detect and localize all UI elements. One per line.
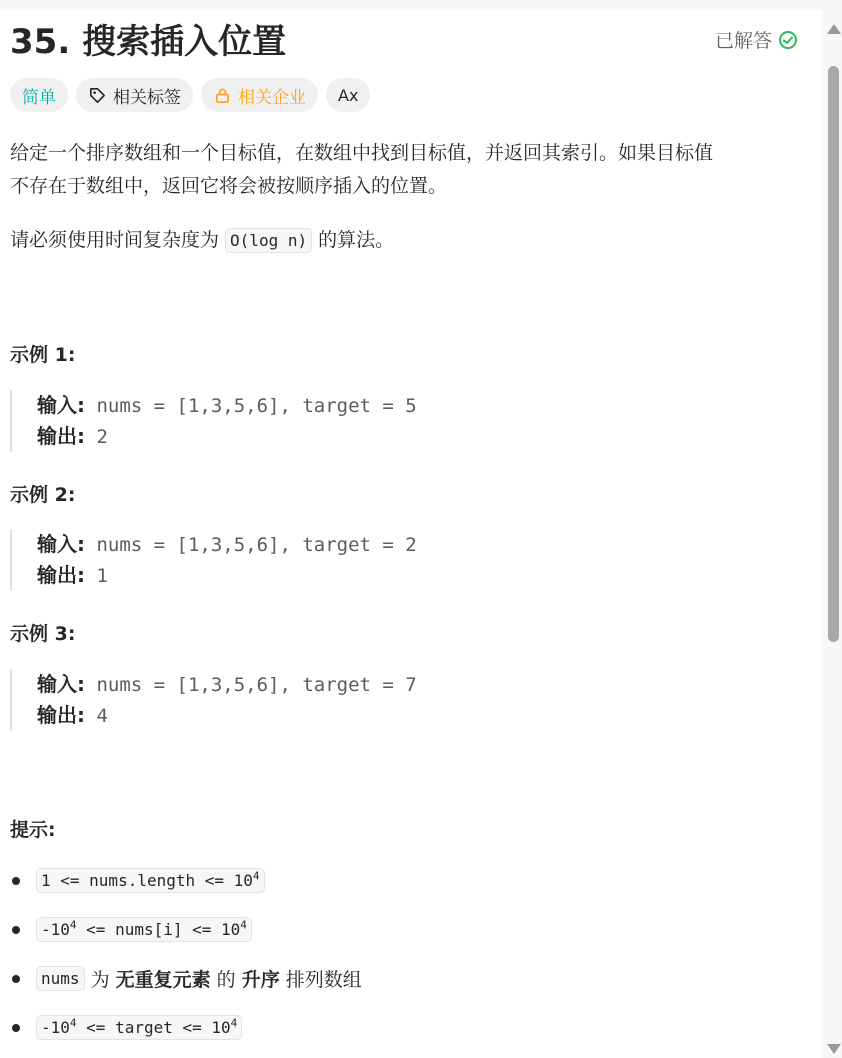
constraint-2-code: $-10^4$ <= nums[i] <= $10^4$ — [36, 917, 252, 942]
complexity-code: O(log n) — [225, 228, 312, 253]
hints-heading: 提示: — [10, 819, 56, 841]
example-2-input — [37, 529, 827, 560]
related-companies-button[interactable] — [201, 78, 318, 112]
constraint-3-text-2: 的 — [210, 969, 242, 991]
example-1-heading: 示例 1: — [10, 344, 76, 366]
input-label: 输入: — [37, 393, 85, 417]
constraint-3-bold-2: 升序 — [241, 969, 280, 991]
example-1-input — [37, 390, 827, 421]
complexity-prefix: 请必须使用时间复杂度为 — [10, 229, 226, 251]
complexity-suffix: 的算法。 — [312, 229, 395, 251]
example-2-output — [37, 560, 827, 591]
bullet-icon — [12, 1024, 20, 1032]
constraint-4 — [10, 1015, 242, 1040]
constraint-4-code: $-10^4$ <= target <= $10^4$ — [36, 1015, 242, 1040]
check-circle-icon — [778, 30, 798, 50]
example-2-heading: 示例 2: — [10, 484, 76, 506]
constraint-2 — [10, 917, 252, 942]
constraint-1-code: 1 <= nums.length <= $10^4$ — [36, 868, 265, 893]
scrollbar-thumb[interactable] — [828, 66, 839, 642]
related-tags-button[interactable] — [76, 78, 193, 112]
scroll-up-icon[interactable] — [827, 24, 841, 34]
constraint-3-code: nums — [36, 966, 85, 991]
example-3-input — [37, 669, 827, 700]
input-label: 输入: — [37, 672, 85, 696]
difficulty-badge[interactable] — [10, 78, 68, 112]
related-companies-label: 相关企业 — [238, 87, 306, 108]
constraint-1 — [10, 868, 265, 893]
example-3-block — [10, 669, 827, 731]
difficulty-label: 简单 — [22, 87, 56, 108]
example-3-output — [37, 700, 827, 731]
page-title: 35. 搜索插入位置 — [10, 22, 287, 62]
description — [10, 137, 800, 203]
constraint-3-text-1: 为 — [84, 969, 116, 991]
output-label: 输出: — [37, 703, 85, 727]
output-label: 输出: — [37, 563, 85, 587]
related-tags-label: 相关标签 — [113, 87, 181, 108]
input-value: nums = [1,3,5,6], target = 5 — [85, 395, 417, 417]
example-1-output — [37, 421, 827, 452]
tag-bar — [10, 78, 370, 112]
scroll-down-icon[interactable] — [827, 1044, 841, 1054]
scrollbar[interactable] — [822, 0, 842, 1058]
bullet-icon — [12, 877, 20, 885]
input-value: nums = [1,3,5,6], target = 7 — [85, 674, 417, 696]
output-value: 4 — [85, 705, 108, 727]
translate-icon: Ax — [338, 85, 359, 105]
title-row — [10, 8, 800, 62]
example-3-heading: 示例 3: — [10, 623, 76, 645]
translate-button[interactable] — [326, 78, 370, 112]
bullet-icon — [12, 975, 20, 983]
constraint-3 — [10, 965, 362, 992]
input-value: nums = [1,3,5,6], target = 2 — [85, 534, 417, 556]
description-line-1: 给定一个排序数组和一个目标值，在数组中找到目标值，并返回其索引。如果目标值 — [10, 142, 714, 164]
lock-icon — [213, 86, 232, 105]
example-1-block — [10, 390, 827, 452]
bullet-icon — [12, 926, 20, 934]
output-value: 1 — [85, 565, 108, 587]
input-label: 输入: — [37, 532, 85, 556]
tag-icon — [88, 86, 107, 105]
description-line-2: 不存在于数组中，返回它将会被按顺序插入的位置。 — [10, 175, 448, 197]
constraint-3-bold-1: 无重复元素 — [115, 969, 211, 991]
constraint-3-text-3: 排列数组 — [279, 969, 362, 991]
solved-label: 已解答 — [714, 30, 772, 52]
output-value: 2 — [85, 426, 108, 448]
complexity-requirement — [10, 224, 800, 257]
solved-status — [715, 26, 798, 53]
output-label: 输出: — [37, 424, 85, 448]
example-2-block — [10, 529, 827, 591]
